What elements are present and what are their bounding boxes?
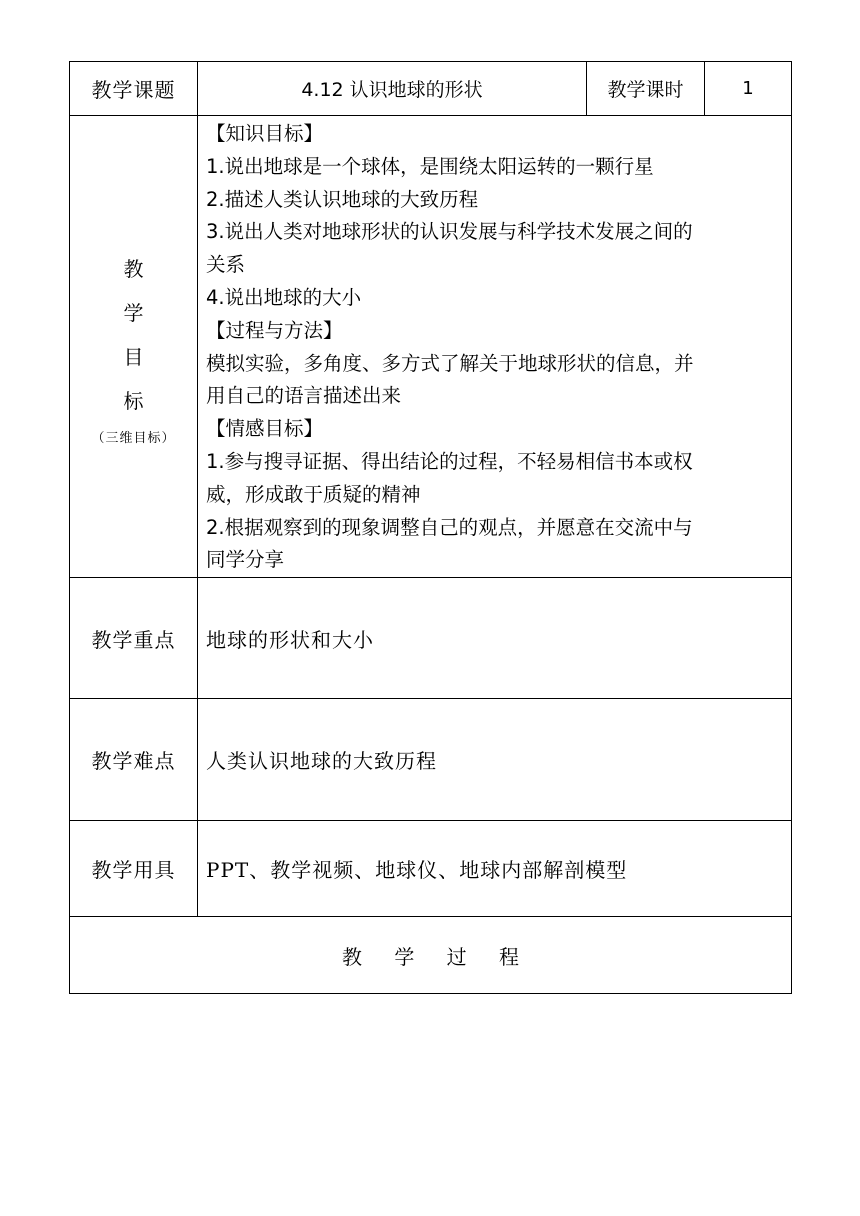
- objective-line: 3.说出人类对地球形状的认识发展与科学技术发展之间的: [206, 220, 693, 244]
- process-heading: [70, 917, 792, 994]
- process-char: 教: [341, 944, 362, 969]
- process-char: 程: [499, 944, 520, 969]
- objectives-label-char: 教: [123, 257, 144, 282]
- key-point-label: 教学重点: [70, 578, 198, 699]
- objective-line: 关系: [206, 253, 246, 277]
- difficulty-value: 人类认识地球的大致历程: [198, 699, 792, 821]
- hours-value: 1: [705, 62, 792, 116]
- tools-label: 教学用具: [70, 821, 198, 917]
- topic-label: 教学课题: [70, 62, 198, 116]
- hours-label: 教学课时: [587, 62, 705, 116]
- process-row: [70, 917, 792, 994]
- objective-line: 1.说出地球是一个球体，是围绕太阳运转的一颗行星: [206, 154, 654, 178]
- objectives-row: [70, 116, 792, 578]
- objective-line: 4.说出地球的大小: [206, 285, 362, 309]
- tools-value: PPT、教学视频、地球仪、地球内部解剖模型: [198, 821, 792, 917]
- difficulty-label: 教学难点: [70, 699, 198, 821]
- objective-line: 威，形成敢于质疑的精神: [206, 482, 421, 506]
- objectives-label: [70, 116, 198, 578]
- lesson-plan-table: [69, 61, 792, 994]
- objectives-label-char: 标: [123, 389, 144, 414]
- objective-line: 【过程与方法】: [206, 318, 343, 342]
- topic-title: 4.12 认识地球的形状: [198, 62, 587, 116]
- objectives-content: [198, 116, 792, 578]
- objectives-label-char: 目: [123, 345, 144, 370]
- objective-line: 2.描述人类认识地球的大致历程: [206, 187, 479, 211]
- objectives-label-sub: （三维目标）: [91, 431, 176, 447]
- process-char: 学: [394, 944, 415, 969]
- objective-line: 用自己的语言描述出来: [206, 384, 402, 408]
- objectives-label-char: 学: [123, 301, 144, 326]
- objective-line: 模拟实验，多角度、多方式了解关于地球形状的信息，并: [206, 351, 694, 375]
- objective-line: 【情感目标】: [206, 417, 324, 441]
- objective-line: 2.根据观察到的现象调整自己的观点，并愿意在交流中与: [206, 515, 693, 539]
- objective-line: 1.参与搜寻证据、得出结论的过程，不轻易相信书本或权: [206, 449, 693, 473]
- objective-line: 同学分享: [206, 548, 285, 572]
- objective-line: 【知识目标】: [206, 122, 324, 145]
- topic-row: [70, 62, 792, 116]
- tools-row: [70, 821, 792, 917]
- key-point-row: [70, 578, 792, 699]
- difficulty-row: [70, 699, 792, 821]
- key-point-value: 地球的形状和大小: [198, 578, 792, 699]
- process-char: 过: [446, 944, 467, 969]
